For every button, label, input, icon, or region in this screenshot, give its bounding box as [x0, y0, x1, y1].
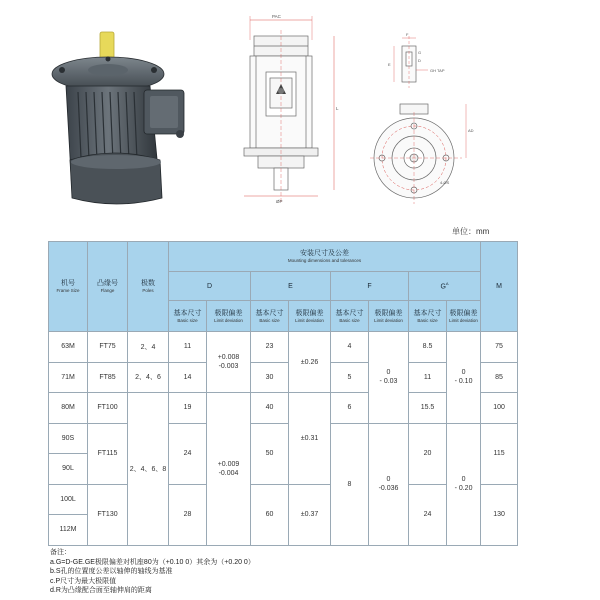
- table-row: 71M FT85 2、4、6 14 30 5 11 85: [49, 362, 518, 393]
- flange-front-drawing: [370, 98, 480, 206]
- header-limit-deviation: 极限偏差 Limit deviation: [289, 301, 331, 332]
- key-dim-g-label: G: [418, 50, 422, 55]
- note-item: a.G=D-GE.GE极限偏差对机座80为（+0.10 0）其余为（+0.20 0）: [50, 558, 255, 566]
- motor-photo: [48, 30, 220, 208]
- header-basic-size: 基本尺寸 Basic size: [331, 301, 369, 332]
- key-dim-d-label: D: [418, 58, 421, 63]
- header-mounting-group: 安装尺寸及公差 Mounting dimensions and tolerances: [169, 242, 481, 272]
- unit-label: 单位：mm: [452, 227, 490, 236]
- side-dim-top-label: PAC: [272, 14, 281, 19]
- table-row: 100L FT130 28 60 ±0.37 24 130: [49, 484, 518, 515]
- notes: [50, 548, 255, 596]
- key-dim-f-label: F: [406, 32, 409, 37]
- header-limit-deviation: 极限偏差 Limit deviation: [447, 301, 481, 332]
- header-m: M: [481, 242, 518, 332]
- table-row: 90S FT115 24 50 8 0 -0.036 20 0 - 0.20 115: [49, 423, 518, 454]
- note-item: c.P尺寸为最大极限值: [50, 577, 117, 585]
- header-poles: 极数 Poles: [128, 242, 169, 332]
- header-d: D: [169, 272, 251, 301]
- table-row: 80M FT100 2、4、6、8 19 +0.009 -0.004 40 ±0.31 6 15.5 100: [49, 393, 518, 424]
- header-frame-size: 机号 Frame Size: [49, 242, 88, 332]
- key-dim-gh-label: GH TAP: [430, 68, 445, 73]
- table-row: 90L: [49, 454, 518, 485]
- header-flange: 凸缘号 Flange: [88, 242, 128, 332]
- header-basic-size: 基本尺寸 Basic size: [169, 301, 207, 332]
- table-row: 112M: [49, 515, 518, 546]
- header-limit-deviation: 极限偏差 Limit deviation: [369, 301, 409, 332]
- flange-dim-ad-label: AD: [468, 128, 474, 133]
- side-dim-bottom-label: ØP: [276, 199, 283, 204]
- header-f: F: [331, 272, 409, 301]
- header-limit-deviation: 极限偏差 Limit deviation: [207, 301, 251, 332]
- mounting-dimensions-table: [48, 241, 518, 546]
- side-view-drawing: [232, 10, 350, 215]
- header-basic-size: 基本尺寸 Basic size: [251, 301, 289, 332]
- flange-dim-holes-label: 4-ØS: [440, 180, 450, 185]
- note-item: d.R为凸缘配合面至轴伸肩的距离: [50, 587, 152, 594]
- side-dim-l-label: L: [336, 106, 339, 111]
- header-g: $G^A$: [409, 272, 481, 301]
- table-row: 63M FT75 2、4 11 +0.008 -0.003 23 ±0.26 4 0 - 0.03 8.5 0 - 0.10 75: [49, 332, 518, 363]
- notes-title: 备注：: [50, 549, 71, 556]
- header-basic-size: 基本尺寸 Basic size: [409, 301, 447, 332]
- shaft-key-drawing: [386, 30, 466, 92]
- header-e: E: [251, 272, 331, 301]
- key-dim-e-label: E: [388, 62, 391, 67]
- note-item: b.S孔的位置度公差以轴伸的轴线为基准: [50, 568, 173, 575]
